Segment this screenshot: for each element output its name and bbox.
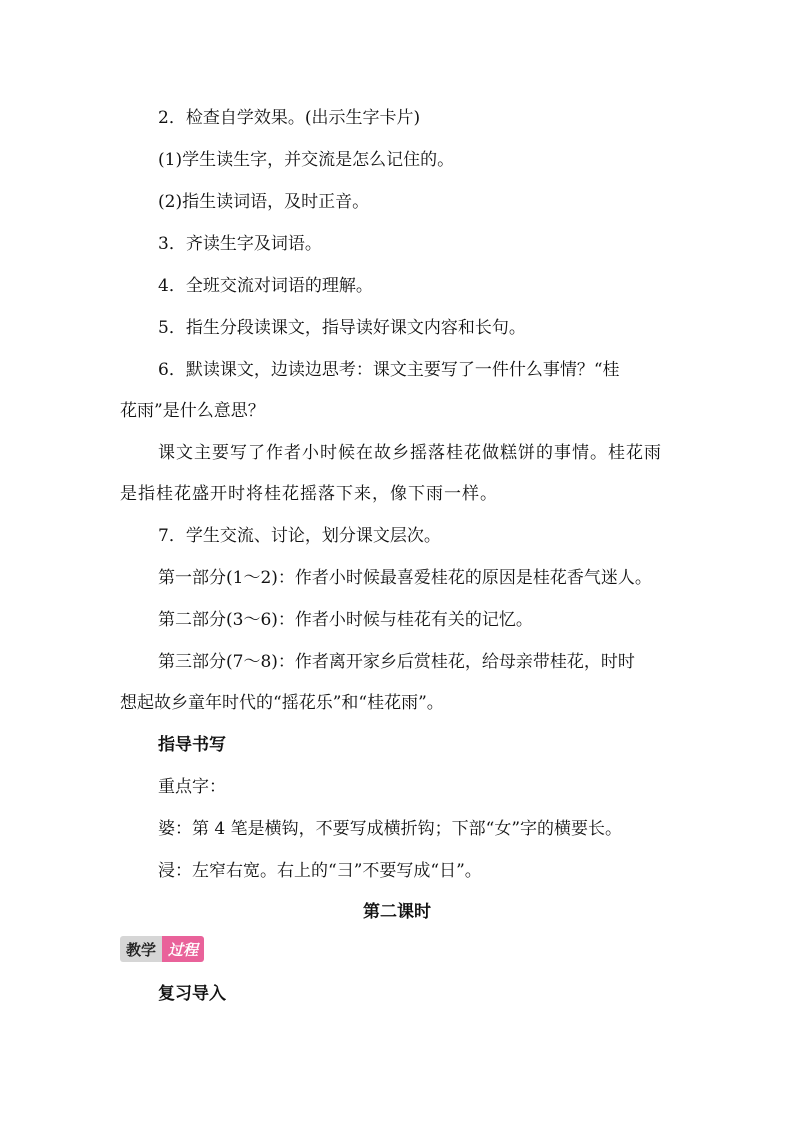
step-2-line: 2．检查自学效果。(出示生字卡片): [158, 108, 421, 128]
badge-right-label: 过程: [162, 936, 204, 962]
step-2-sub-1: (1)学生读生字，并交流是怎么记住的。: [158, 150, 455, 170]
section-heading-review: 复习导入: [158, 984, 226, 1004]
section-heading-writing: 指导书写: [158, 735, 226, 755]
step-6-line-cont: 花雨”是什么意思？: [120, 401, 265, 421]
lesson-title: 第二课时: [363, 902, 431, 922]
answer-line-1: 课文主要写了作者小时候在故乡摇落桂花做糕饼的事情。桂花雨: [158, 443, 662, 463]
teaching-process-badge: [120, 936, 204, 962]
step-4-line: 4．全班交流对词语的理解。: [158, 276, 373, 296]
key-chars-label: 重点字：: [158, 777, 226, 797]
badge-left-label: 教学: [120, 936, 162, 962]
step-2-sub-2: (2)指生读词语，及时正音。: [158, 192, 370, 212]
part-2-line: 第二部分(3～6)：作者小时候与桂花有关的记忆。: [158, 610, 533, 630]
step-3-line: 3．齐读生字及词语。: [158, 234, 322, 254]
part-3-line-cont: 想起故乡童年时代的“摇花乐”和“桂花雨”。: [120, 693, 444, 713]
char-jin-note: 浸：左窄右宽。右上的“彐”不要写成“日”。: [158, 861, 482, 881]
char-po-note: 婆：第 4 笔是横钩，不要写成横折钩；下部“女”字的横要长。: [158, 819, 623, 839]
step-6-line: 6．默读课文，边读边思考：课文主要写了一件什么事情？“桂: [158, 360, 620, 380]
step-7-line: 7．学生交流、讨论，划分课文层次。: [158, 526, 441, 546]
step-5-line: 5．指生分段读课文，指导读好课文内容和长句。: [158, 318, 526, 338]
part-3-line: 第三部分(7～8)：作者离开家乡后赏桂花，给母亲带桂花，时时: [158, 652, 635, 672]
part-1-line: 第一部分(1～2)：作者小时候最喜爱桂花的原因是桂花香气迷人。: [158, 568, 652, 588]
answer-line-2: 是指桂花盛开时将桂花摇落下来，像下雨一样。: [120, 484, 498, 504]
